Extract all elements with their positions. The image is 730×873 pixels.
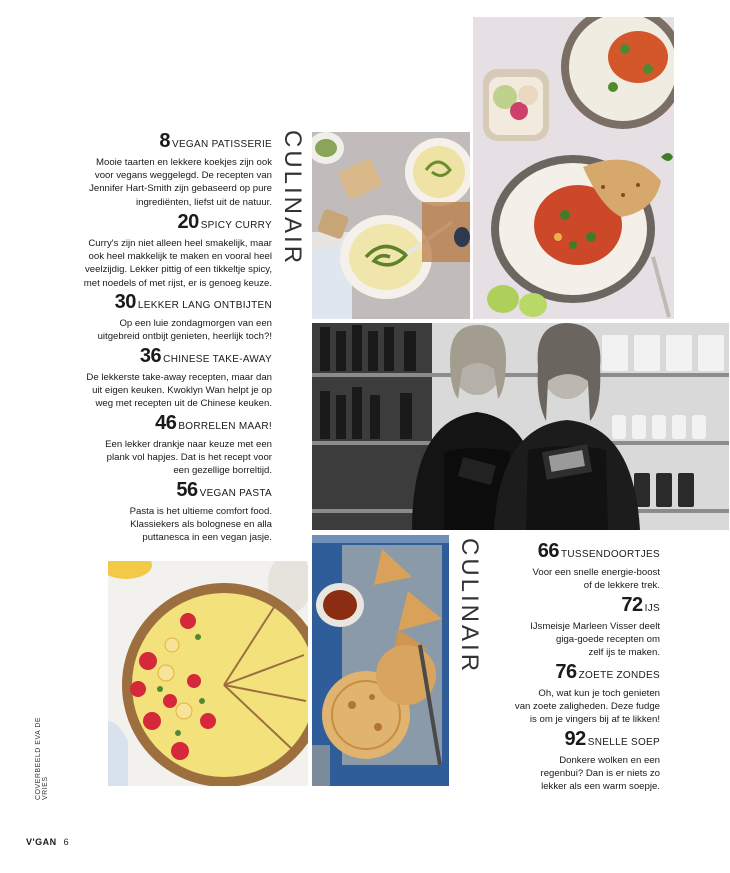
page-number: 72 <box>621 594 643 616</box>
entry-title: BORRELEN MAAR! <box>178 421 272 432</box>
toc-entry-56[interactable] <box>60 479 272 545</box>
entry-title: CHINESE TAKE-AWAY <box>163 354 272 365</box>
page-number: 56 <box>176 479 198 501</box>
folio-page-number: 6 <box>63 837 70 847</box>
entry-text: Mooie taarten en lekkere koekjes zijn ook voor vegans weggelegd. De recepten van Jennifer Hart-Smith zijn gebaseerd op pure ingrediënten, liefst uit de natuur. <box>89 157 272 208</box>
entry-title: LEKKER LANG ONTBIJTEN <box>137 300 272 311</box>
entry-title: SNELLE SOEP <box>587 737 660 748</box>
page-number: 66 <box>537 540 559 562</box>
page-folio <box>26 837 69 847</box>
entry-title: IJS <box>644 603 660 614</box>
chefs-portrait-photo <box>312 323 729 530</box>
page-number: 92 <box>564 728 586 750</box>
entry-text: Voor een snelle energie-boost of de lekkere trek. <box>532 567 660 592</box>
entry-title: VEGAN PASTA <box>199 488 272 499</box>
entry-text: Pasta is het ultieme comfort food. Klassiekers als bolognese en alla puttanesca in een vegan jasje. <box>129 506 272 544</box>
section-label-top: CULINAIR <box>279 130 306 267</box>
entry-text: Curry's zijn niet alleen heel smakelijk, maar ook heel makkelijk te maken en vooral heel veelzijdig. Lekker pittig of een tikkeltje spicy, met noedels of met rijst, er is genoeg keuze. <box>83 238 272 289</box>
entry-text: IJsmeisje Marleen Visser deelt giga-goede recepten om zelf ijs te maken. <box>530 621 660 659</box>
toc-entry-66[interactable] <box>475 540 660 592</box>
entry-text: Op een luie zondagmorgen van een uitgebreid ontbijt genieten, heerlijk toch?! <box>97 318 272 343</box>
lemon-tart-photo <box>108 561 308 786</box>
entry-text: Donkere wolken en een regenbui? Dan is er niets zo lekker als een warm soepje. <box>540 755 660 793</box>
entry-text: Een lekker drankje naar keuze met een plank vol hapjes. Dat is het recept voor een gezellige borreltijd. <box>105 439 272 477</box>
entry-title: SPICY CURRY <box>200 220 272 231</box>
magazine-brand: V'GAN <box>26 837 57 847</box>
toc-entry-72[interactable] <box>475 594 660 660</box>
entry-text: De lekkerste take-away recepten, maar dan uit eigen keuken. Kwoklyn Wan helpt je op weg met recepten uit de Chinese keuken. <box>86 372 272 410</box>
page-number: 8 <box>159 130 170 152</box>
toc-entry-36[interactable] <box>60 345 272 411</box>
soup-photo <box>312 132 470 319</box>
toc-entry-30[interactable] <box>60 291 272 343</box>
page-number: 46 <box>155 412 177 434</box>
entry-title: VEGAN PATISSERIE <box>171 139 272 150</box>
toc-entry-8[interactable] <box>60 130 272 209</box>
entry-title: TUSSENDOORTJES <box>560 549 660 560</box>
toc-entry-46[interactable] <box>60 412 272 478</box>
page-number: 30 <box>114 291 136 313</box>
flatbread-photo <box>312 535 449 786</box>
section-label-bottom: CULINAIR <box>456 538 483 675</box>
entry-title: ZOETE ZONDES <box>578 670 660 681</box>
entry-text: Oh, wat kun je toch genieten van zoete zaligheden. Deze fudge is om je vingers bij af te likken! <box>514 688 660 726</box>
page-number: 20 <box>177 211 199 233</box>
page-number: 76 <box>555 661 577 683</box>
toc-entry-76[interactable] <box>475 661 660 727</box>
curry-photo <box>473 17 674 319</box>
cover-credit: COVERBEELD EVA DE VRIES <box>35 716 49 800</box>
page-number: 36 <box>139 345 162 367</box>
toc-entry-20[interactable] <box>60 211 272 290</box>
toc-entry-92[interactable] <box>475 728 660 794</box>
